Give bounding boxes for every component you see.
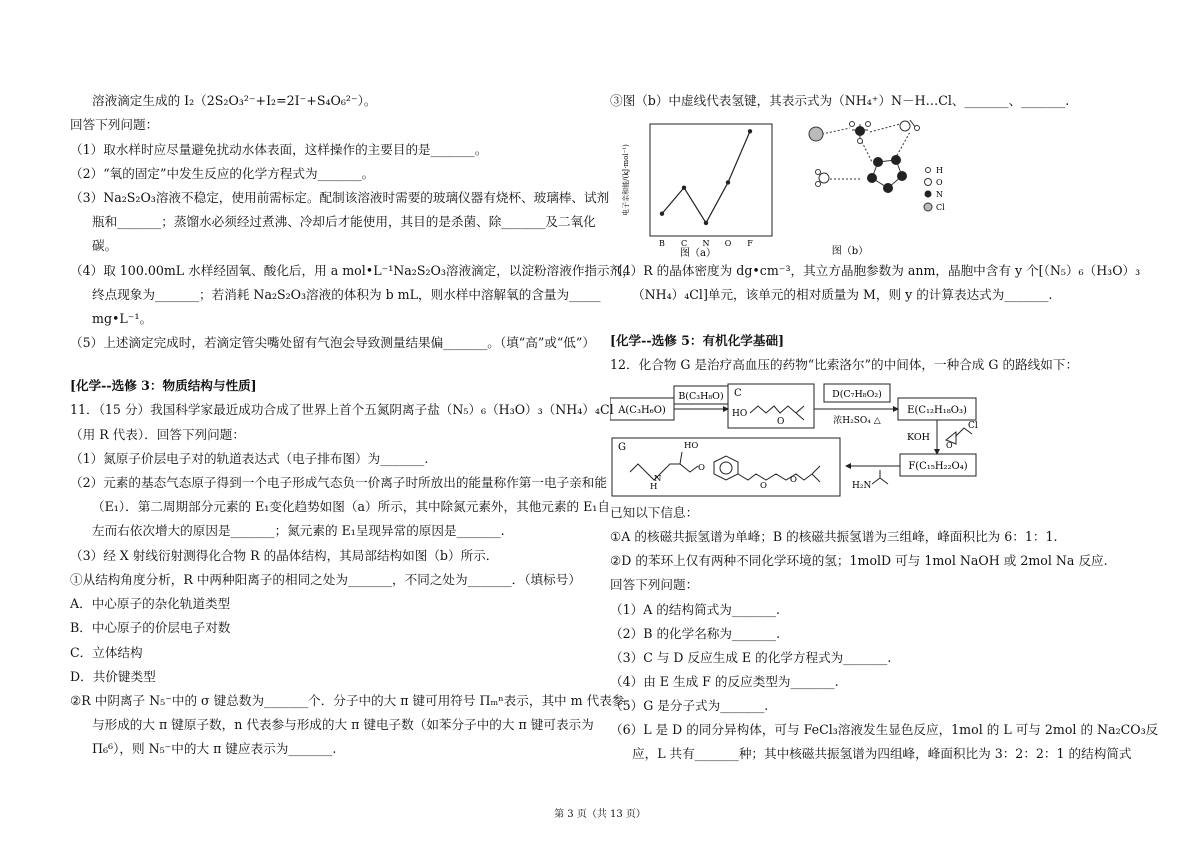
h-atom	[816, 170, 821, 175]
atom-label: HO	[684, 441, 699, 451]
atom-label: HO	[732, 409, 748, 419]
question-line: 11．（15 分）我国科学家最近成功合成了世界上首个五氮阴离子盐（N₅）₆（H₃O）₃（NH₄）₄Cl	[70, 402, 614, 417]
question-line: mg•L⁻¹。	[92, 311, 153, 326]
n-atom	[883, 183, 893, 193]
info-line: ②D 的苯环上仅有两种不同化学环境的氢；1molD 可与 1mol NaOH 或 2mol Na 反应.	[610, 553, 1108, 568]
o-atom	[900, 121, 910, 131]
question-line: 12．化合物 G 是治疗高血压的药物“比索洛尔”的中间体，一种合成 G 的路线如下：	[610, 357, 1079, 372]
series-line	[662, 131, 750, 223]
question-line: （3）C 与 D 反应生成 E 的化学方程式为_______.	[610, 650, 892, 665]
legend-n-icon	[925, 191, 932, 198]
question-line: （E₁）．第二周期部分元素的 E₁变化趋势如图（a）所示，其中除氮元素外，其他元素的 E₁自	[92, 499, 610, 514]
data-point	[682, 185, 686, 189]
h-atom	[915, 126, 920, 131]
n-atom	[873, 157, 883, 167]
reagent-d: D(C₇H₈O₂)	[832, 389, 882, 400]
figure-b-caption: 图（b）	[831, 246, 869, 257]
text-line: 回答下列问题：	[610, 577, 699, 592]
option-b: B．中心原子的价层电子对数	[70, 620, 231, 635]
o-atom	[819, 173, 829, 183]
option-a: A．中心原子的杂化轨道类型	[70, 596, 231, 611]
data-point	[748, 129, 752, 133]
h-atom	[850, 122, 855, 127]
option-d: D．共价键类型	[70, 669, 156, 684]
reagent-amine: H₂N	[852, 481, 872, 491]
legend-h-icon	[926, 168, 931, 173]
question-line: （4）R 的晶体密度为 dg•cm⁻³，其立方晶胞参数为 anm，晶胞中含有 y 个[（N₅）₆（H₃O）₃	[610, 263, 1141, 278]
question-line: （2）元素的基态气态原子得到一个电子形成气态负一价离子时所放出的能量称作第一电子亲和能	[70, 475, 607, 490]
question-line: 终点现象为_______；若消耗 Na₂S₂O₃溶液的体积为 b mL，则水样中溶解氧的含量为_____	[92, 287, 601, 302]
question-line: ③图（b）中虚线代表氢键，其表示式为（NH₄⁺）N－H…Cl、_______、_______.	[610, 93, 1070, 108]
section-heading: [化学--选修 5：有机化学基础]	[610, 333, 785, 348]
n-atom	[855, 126, 865, 136]
question-line: 与形成的大 π 键原子数，n 代表参与形成的大 π 键电子数（如苯分子中的大 π 键可表示为	[92, 717, 594, 732]
question-line: （1）A 的结构简式为_______.	[610, 602, 780, 617]
n-atom	[891, 155, 901, 165]
question-line: Π₆⁶），则 N₅⁻中的大 π 键应表示为_______.	[92, 741, 337, 756]
question-line: （4）取 100.00mL 水样经固氧、酸化后，用 a mol•L⁻¹Na₂S₂O₃溶液滴定，以淀粉溶液作指示剂，	[70, 263, 635, 278]
reagent-b: B(C₃H₈O)	[678, 391, 724, 402]
data-point	[726, 180, 730, 184]
question-line: （4）由 E 生成 F 的反应类型为_______.	[610, 674, 839, 689]
reaction-condition: 浓H₂SO₄ △	[833, 416, 881, 426]
legend-o-icon	[925, 179, 932, 186]
legend-label: H	[936, 166, 943, 175]
legend-label: N	[936, 190, 943, 199]
hydrogen-bonds	[822, 124, 910, 179]
atom-label: O	[946, 441, 953, 450]
question-line: （5）上述滴定完成时，若滴定管尖嘴处留有气泡会导致测量结果偏_______。（填“高”或“低”）	[70, 335, 595, 350]
series-points	[660, 129, 752, 225]
question-line: （6）L 是 D 的同分异构体，可与 FeCl₃溶液发生显色反应，1mol 的 L 可与 2mol 的 Na₂CO₃反	[610, 722, 1159, 737]
question-line: （2）B 的化学名称为_______.	[610, 626, 781, 641]
atom-label: N	[654, 474, 662, 484]
compound-e: E(C₁₂H₁₈O₃)	[907, 405, 967, 416]
atom-label: O	[777, 417, 785, 427]
figure-a-caption: 图（a）	[680, 248, 716, 259]
atom-label: O	[698, 463, 705, 473]
atom-label: Cl	[968, 421, 978, 431]
option-c: C．立体结构	[70, 645, 143, 660]
benzene-ring	[714, 456, 738, 480]
legend-cl-icon	[924, 203, 932, 211]
compound-c-label: C	[734, 388, 742, 399]
question-line: 应，L 共有_______种；其中核磁共振氢谱为四组峰，峰面积比为 3：2：2：1 的结构简式	[632, 746, 1132, 761]
h-atom	[816, 182, 821, 187]
x-tick-labels	[659, 239, 753, 248]
question-line: （NH₄）₄Cl]单元，该单元的相对质量为 M，则 y 的计算表达式为_______.	[632, 287, 1053, 302]
data-point	[660, 211, 664, 215]
x-tick-label: F	[747, 239, 753, 248]
c-skeleton	[750, 406, 796, 413]
x-tick-label: O	[724, 239, 732, 248]
page-footer: 第 3 页（共 13 页）	[554, 809, 646, 820]
figure-a-chart	[618, 118, 778, 260]
g-skeleton	[630, 464, 698, 480]
legend-label: O	[936, 178, 943, 187]
question-line: 瓶和_______；蒸馏水必须经过煮沸、冷却后才能使用，其目的是杀菌、除_______及二氧化	[92, 214, 596, 229]
question-line: 碳。	[92, 238, 118, 253]
compound-f: F(C₁₅H₂₂O₄)	[908, 461, 968, 472]
atom-label: O	[790, 475, 797, 485]
info-line: ①A 的核磁共振氢谱为单峰；B 的核磁共振氢谱为三组峰，峰面积比为 6：1：1.	[610, 529, 1058, 544]
section-heading: [化学--选修 3：物质结构与性质]	[70, 378, 257, 393]
question-line: （5）G 是分子式为_______.	[610, 698, 769, 713]
synthesis-scheme	[610, 380, 1155, 500]
text-line: 回答下列问题：	[70, 117, 159, 132]
text-line: 溶液滴定生成的 I₂（2S₂O₃²⁻+I₂=2I⁻+S₄O₆²⁻）。	[92, 93, 377, 108]
atom-label: O	[760, 481, 767, 491]
x-tick-label: C	[680, 239, 688, 248]
question-line: （2）“氧的固定”中发生反应的化学方程式为_______。	[70, 166, 375, 181]
question-line: 左而右依次增大的原因是_______；氮元素的 E₁呈现异常的原因是_______.	[92, 523, 505, 538]
x-tick-label: N	[702, 239, 710, 248]
figure-b-structure	[800, 114, 960, 264]
atom-label: H	[650, 482, 658, 492]
question-line: （3）经 X 射线衍射测得化合物 R 的晶体结构，其局部结构如图（b）所示．	[70, 548, 499, 563]
h-atom	[858, 139, 863, 144]
question-line: ①从结构角度分析，R 中两种阳离子的相同之处为_______，不同之处为_______．（填标号）	[70, 572, 581, 587]
question-line: （1）氮原子价层电子对的轨道表达式（电子排布图）为_______.	[70, 451, 429, 466]
n-atom	[867, 173, 877, 183]
question-line: ②R 中阴离子 N₅⁻中的 σ 键总数为_______个．分子中的大 π 键可用符号 Πₘⁿ表示，其中 m 代表参	[70, 693, 625, 708]
question-line: （用 R 代表）．回答下列问题：	[70, 427, 245, 442]
text-line: 已知以下信息：	[610, 505, 699, 520]
y-axis-label: 电子亲和能/(kJ·mol⁻¹)	[622, 144, 630, 216]
question-line: （1）取水样时应尽量避免扰动水体表面，这样操作的主要目的是_______。	[70, 142, 488, 157]
cl-atom	[809, 127, 823, 141]
n-atom	[897, 171, 907, 181]
h-atom	[866, 122, 871, 127]
compound-g-label: G	[618, 442, 626, 453]
compound-a: A(C₃H₆O)	[618, 405, 666, 416]
question-line: （3）Na₂S₂O₃溶液不稳定，使用前需标定。配制该溶液时需要的玻璃仪器有烧杯、玻璃棒、试剂	[70, 190, 610, 205]
compound-g-box	[612, 438, 840, 496]
legend-label: Cl	[936, 203, 945, 212]
plot-frame	[650, 124, 772, 236]
data-point	[704, 221, 708, 225]
reagent-koh: KOH	[907, 432, 930, 443]
x-tick-label: B	[659, 239, 665, 248]
